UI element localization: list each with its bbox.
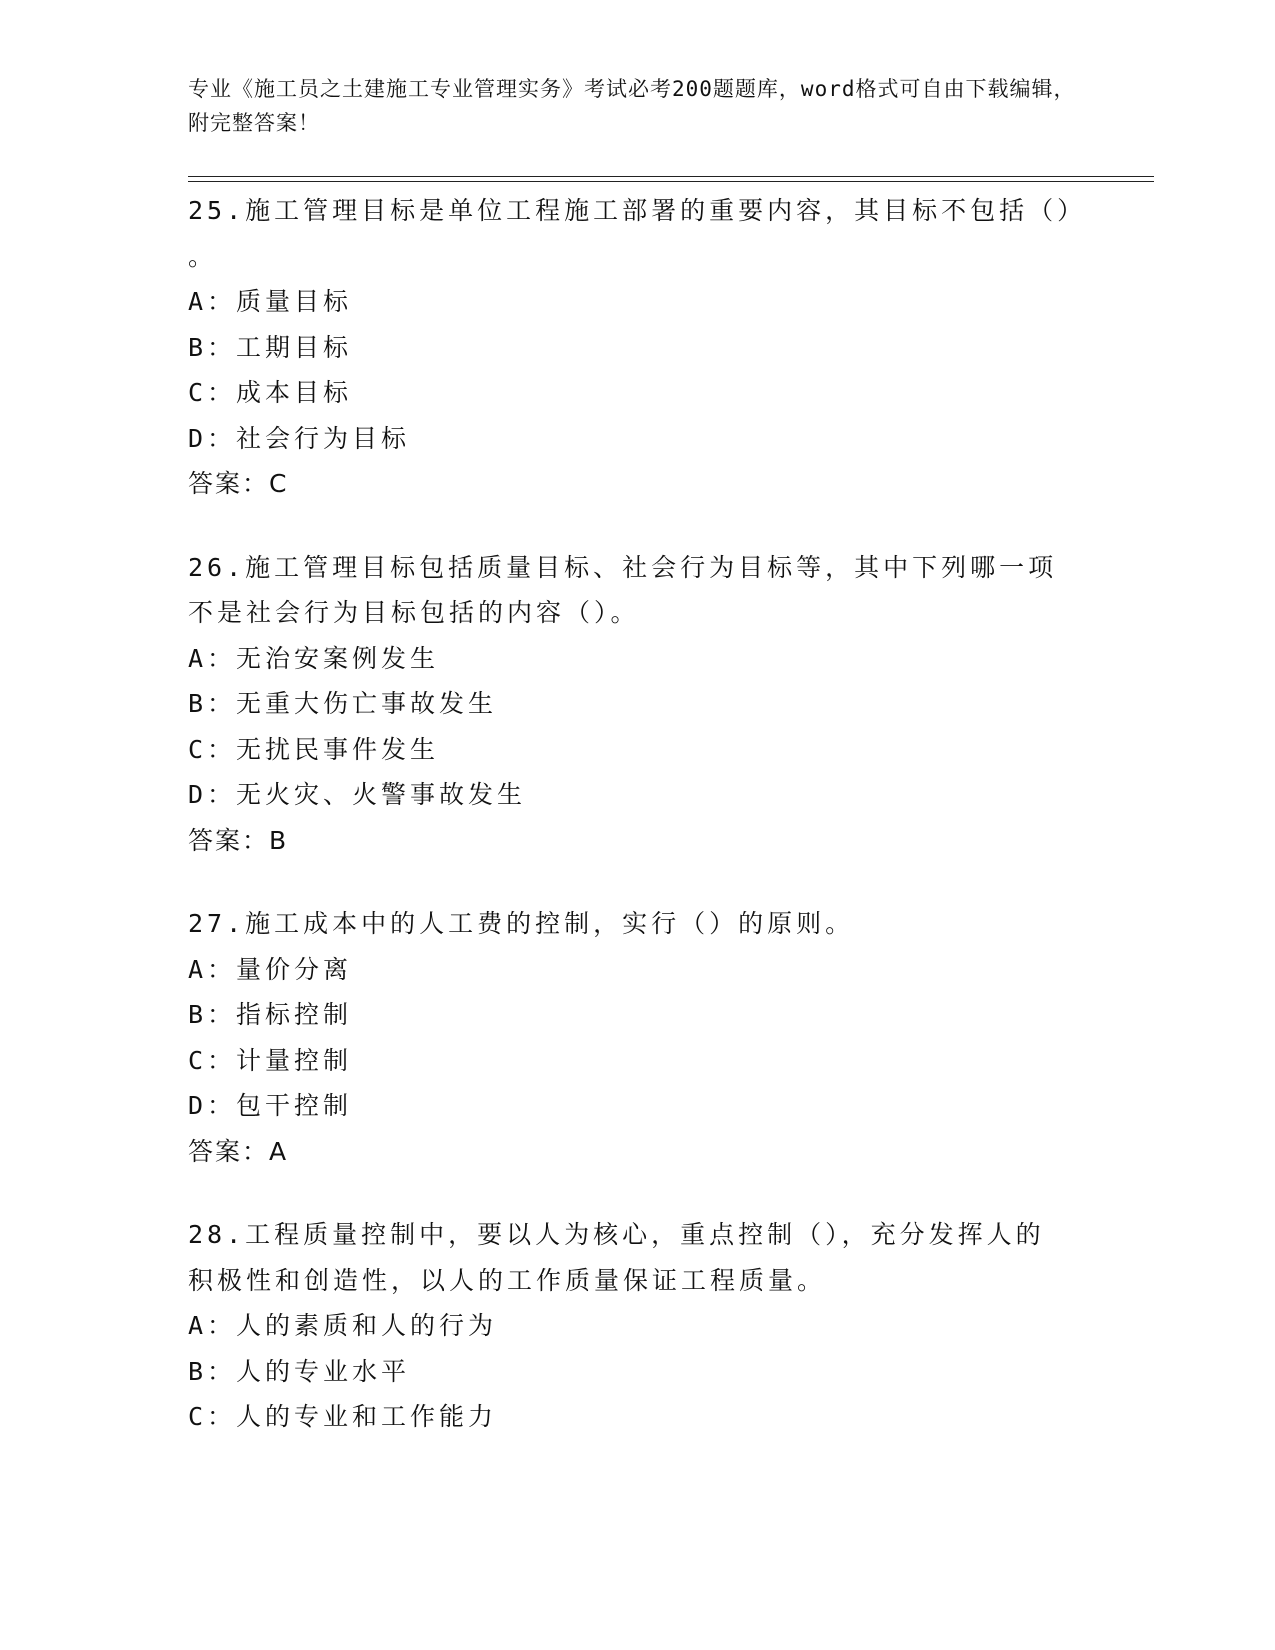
option-a: A：人的素质和人的行为: [188, 1311, 498, 1340]
answer: 答案：B: [188, 825, 289, 855]
answer: 答案：C: [188, 469, 289, 498]
header-divider-top: [188, 176, 1154, 177]
question-26: [188, 545, 1088, 864]
option-c: C：人的专业和工作能力: [188, 1402, 498, 1431]
option-c: C：计量控制: [188, 1045, 353, 1075]
option-d: D：社会行为目标: [188, 423, 411, 453]
question-25: [188, 188, 1088, 507]
header-divider-bottom: [188, 181, 1154, 182]
option-a: A：量价分离: [188, 954, 353, 984]
option-d: D：无火灾、火警事故发生: [188, 780, 527, 809]
option-d: D：包干控制: [188, 1091, 353, 1120]
option-b: B：无重大伤亡事故发生: [188, 689, 498, 718]
document-header: 专业《施工员之土建施工专业管理实务》考试必考200题题库，word格式可自由下载编辑，附完整答案！: [188, 77, 1076, 135]
option-b: B：工期目标: [188, 332, 353, 362]
question-stem: 25.施工管理目标是单位工程施工部署的重要内容，其目标不包括（）: [188, 196, 1087, 225]
option-c: C：成本目标: [188, 378, 353, 407]
option-b: B：人的专业水平: [188, 1356, 411, 1386]
question-28: [188, 1212, 1088, 1440]
question-27: [188, 901, 1088, 1174]
answer: 答案：A: [188, 1136, 289, 1166]
question-stem: 26.施工管理目标包括质量目标、社会行为目标等，其中下列哪一项不是社会行为目标包括的内容（）。: [188, 552, 1058, 627]
question-stem: 28.工程质量控制中，要以人为核心，重点控制（），充分发挥人的积极性和创造性，以人的工作质量保证工程质量。: [188, 1220, 1045, 1295]
question-stem: 27.施工成本中的人工费的控制，实行（）的原则。: [188, 909, 855, 938]
option-a: A：无治安案例发生: [188, 643, 440, 673]
option-a: A：质量目标: [188, 287, 353, 316]
question-list: [188, 188, 1088, 1478]
option-c: C：无扰民事件发生: [188, 734, 440, 764]
question-stem-continuation: 。: [188, 241, 218, 271]
option-b: B：指标控制: [188, 1000, 353, 1029]
